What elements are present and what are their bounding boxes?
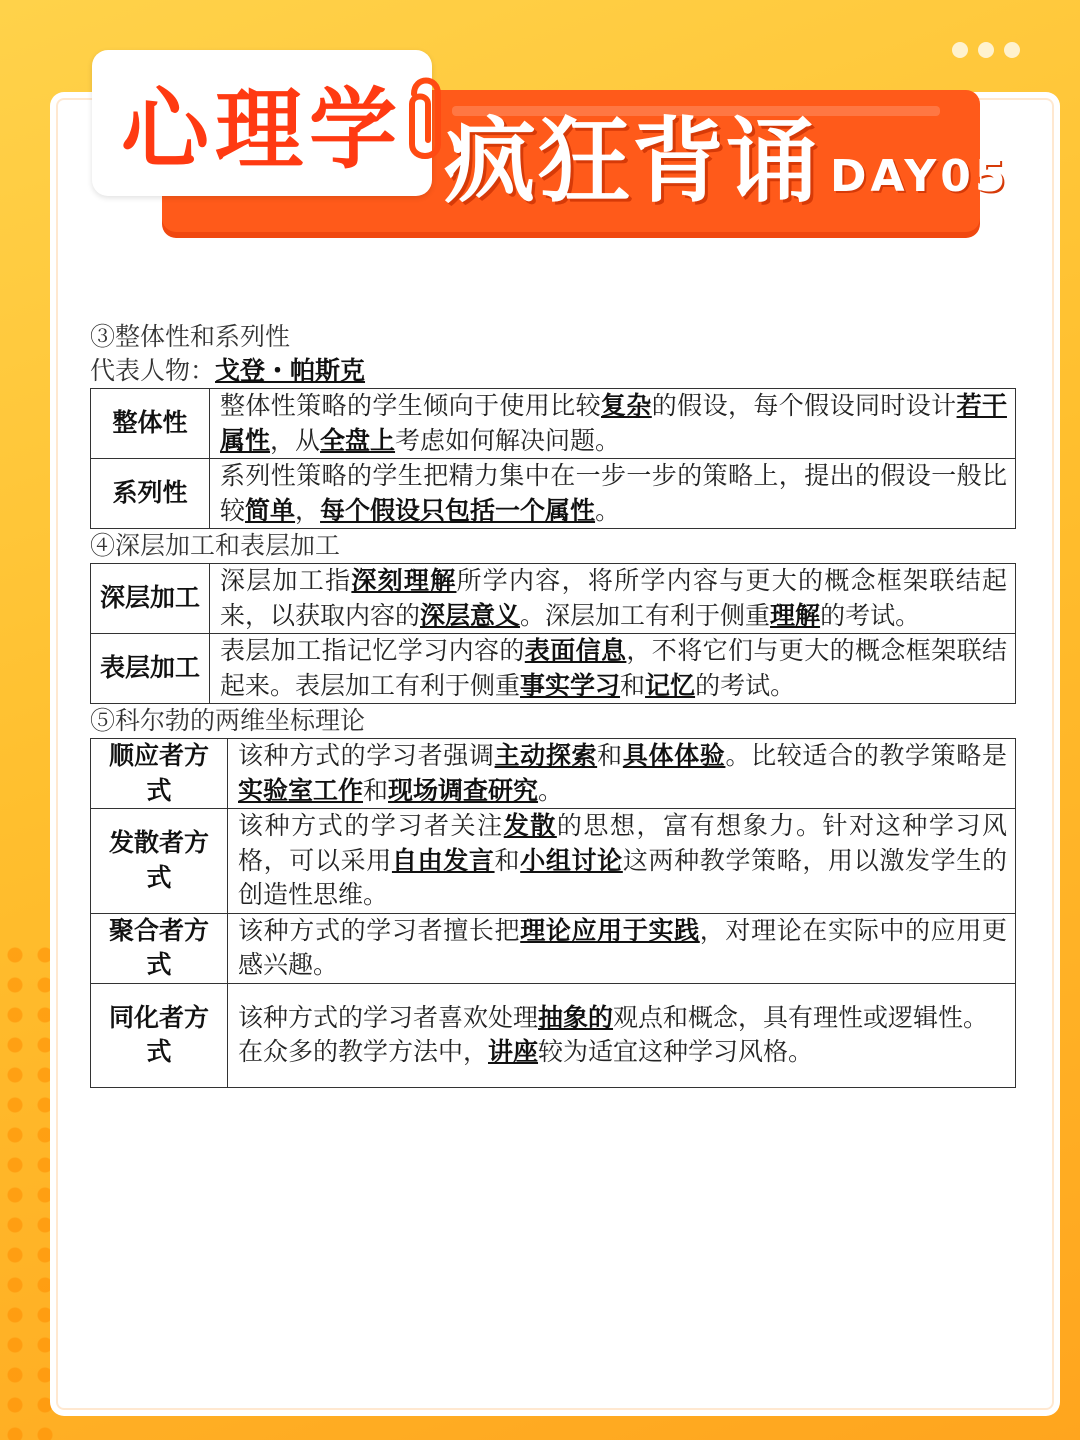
key-term: 复杂 <box>600 391 652 420</box>
key-term: 表面信息 <box>524 636 627 665</box>
notes-content <box>90 320 1016 1088</box>
definition-text: 。深层加工有利于侧重 <box>520 600 771 630</box>
representative-label: 代表人物： <box>90 356 216 385</box>
definition-text: 较为适宜这种学习风格。 <box>538 1037 814 1066</box>
table-row <box>91 739 1016 809</box>
term-cell: 顺应者方式 <box>91 739 228 809</box>
table-row <box>91 809 1016 914</box>
subject-label-text: 心理学 <box>120 78 403 181</box>
definition-text: 系列性策略的学生把精力集中在一步一步的策略上，提出的假设一般比较 <box>220 461 1007 525</box>
definition-text: 考虑如何解决问题。 <box>395 425 621 455</box>
key-term: 发散 <box>503 811 557 840</box>
definition-text: 表层加工指记忆学习内容的 <box>220 636 525 665</box>
definition-cell <box>210 389 1016 459</box>
definition-text: 该种方式的学习者强调 <box>238 741 495 770</box>
definition-cell <box>228 983 1016 1087</box>
definition-text: 。比较适合的教学策略是 <box>725 741 1007 770</box>
section-title: ③整体性和系列性 <box>90 322 291 351</box>
definition-text: ，不将它们与更大的概念框架联结起来。表层加工有利于侧重 <box>220 636 1007 700</box>
definition-text: 这两种教学策略，用以激发学生的创造性思维。 <box>238 845 1007 909</box>
definition-text: ，从 <box>270 425 321 455</box>
definition-text: 和 <box>597 741 623 770</box>
definition-text: 和 <box>363 775 389 805</box>
key-term: 理解 <box>770 600 821 630</box>
section-title: ⑤科尔勃的两维坐标理论 <box>90 706 366 735</box>
table-row <box>91 634 1016 704</box>
notes-table <box>90 388 1016 529</box>
key-term: 简单 <box>245 495 296 525</box>
notes-table <box>90 738 1016 1088</box>
notes-table <box>90 563 1016 704</box>
definition-text: ， <box>295 495 321 525</box>
definition-text: 的思想，富有想象力。针对这种学习风格，可以采用 <box>238 811 1007 875</box>
day-badge: DAY05 <box>830 151 1010 202</box>
key-term: 记忆 <box>645 670 696 700</box>
key-term: 每个假设只包括一个属性 <box>320 495 596 525</box>
representative-line <box>90 354 1016 388</box>
key-term: 实验室工作 <box>238 775 364 805</box>
definition-text: 该种方式的学习者喜欢处理 <box>238 1002 539 1032</box>
definition-cell <box>228 739 1016 809</box>
key-term: 事实学习 <box>520 670 621 700</box>
definition-text: 观点和概念，具有理性或逻辑性。 <box>613 1002 989 1032</box>
key-term: 全盘上 <box>320 425 396 455</box>
definition-text: 的假设，每个假设同时设计 <box>651 391 957 420</box>
key-term: 具体体验 <box>622 741 726 770</box>
definition-text: 深层加工指 <box>220 566 352 595</box>
term-cell: 整体性 <box>91 389 210 459</box>
decorative-dots <box>952 42 1020 58</box>
definition-text: 和 <box>620 670 646 700</box>
term-cell: 系列性 <box>91 459 210 529</box>
key-term: 现场调查研究 <box>388 775 539 805</box>
key-term: 讲座 <box>488 1037 539 1066</box>
table-row <box>91 459 1016 529</box>
definition-text: 所学内容，将所学内容与更大的概念框架联结起来，以获取内容的 <box>220 566 1007 630</box>
key-term: 抽象的 <box>538 1002 614 1032</box>
term-cell: 聚合者方式 <box>91 913 228 983</box>
term-cell: 表层加工 <box>91 634 210 704</box>
definition-text: 该种方式的学习者擅长把 <box>238 915 521 945</box>
definition-text: 该种方式的学习者关注 <box>238 811 504 840</box>
section-title: ④深层加工和表层加工 <box>90 531 341 560</box>
definition-text: 。 <box>538 775 564 805</box>
definition-text: ，对理论在实际中的应用更感兴趣。 <box>238 915 1007 979</box>
definition-text: 的考试。 <box>820 600 921 630</box>
representative-name: 戈登・帕斯克 <box>215 356 366 385</box>
table-row <box>91 564 1016 634</box>
term-cell: 深层加工 <box>91 564 210 634</box>
definition-cell <box>210 634 1016 704</box>
key-term: 主动探索 <box>494 741 598 770</box>
subject-label <box>92 50 432 196</box>
definition-text: 在众多的教学方法中， <box>238 1037 489 1066</box>
definition-cell <box>228 913 1016 983</box>
definition-text: 和 <box>494 845 521 875</box>
table-row <box>91 983 1016 1087</box>
key-term: 若干属性 <box>220 391 1007 455</box>
definition-text: 的考试。 <box>695 670 796 700</box>
term-cell: 同化者方式 <box>91 983 228 1087</box>
key-term: 深层意义 <box>420 600 521 630</box>
key-term: 小组讨论 <box>520 845 623 875</box>
table-row <box>91 389 1016 459</box>
definition-cell <box>210 564 1016 634</box>
key-term: 理论应用于实践 <box>520 915 700 945</box>
banner-heading <box>444 102 1010 215</box>
key-term: 自由发言 <box>391 845 495 875</box>
definition-text: 。 <box>595 495 621 525</box>
key-term: 深刻理解 <box>351 566 457 595</box>
definition-text: 整体性策略的学生倾向于使用比较 <box>220 391 601 420</box>
term-cell: 发散者方式 <box>91 809 228 914</box>
page-title: 疯狂背诵 <box>444 108 821 215</box>
definition-cell <box>228 809 1016 914</box>
definition-cell <box>210 459 1016 529</box>
table-row <box>91 913 1016 983</box>
